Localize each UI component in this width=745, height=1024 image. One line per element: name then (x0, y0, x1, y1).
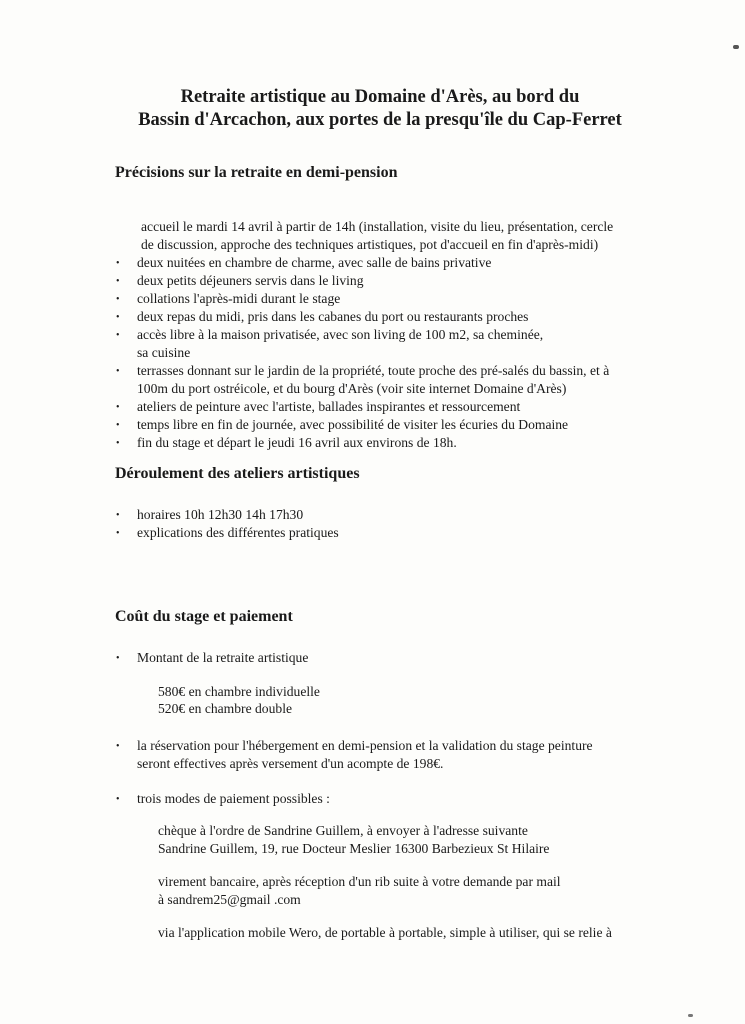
list-item: terrasses donnant sur le jardin de la propriété, toute proche des pré-salés du bassin, et à (137, 363, 610, 378)
bullet-icon: • (116, 794, 120, 805)
bullet-icon: • (116, 276, 120, 287)
bullet-icon: • (116, 294, 120, 305)
reservation-line-2: seront effectives après versement d'un acompte de 198€. (137, 756, 444, 771)
virement-line-1: virement bancaire, après réception d'un rib suite à votre demande par mail (158, 874, 561, 889)
list-item: deux nuitées en chambre de charme, avec salle de bains privative (137, 255, 492, 270)
list-item: deux repas du midi, pris dans les cabanes du port ou restaurants proches (137, 309, 529, 324)
title-line-1: Retraite artistique au Domaine d'Arès, au bord du (180, 87, 580, 107)
intro-line-1: accueil le mardi 14 avril à partir de 14h (installation, visite du lieu, présentation, cercle (141, 219, 614, 234)
title-line-2: Bassin d'Arcachon, aux portes de la presqu'île du Cap-Ferret (138, 110, 622, 130)
bullet-icon: • (116, 528, 120, 539)
list-item: temps libre en fin de journée, avec possibilité de visiter les écuries du Domaine (137, 417, 569, 432)
list-item: collations l'après-midi durant le stage (137, 291, 341, 306)
bullet-icon: • (116, 438, 120, 449)
bullet-icon: • (116, 510, 120, 521)
section-heading-precisions: Précisions sur la retraite en demi-pension (115, 164, 398, 181)
bullet-icon: • (116, 312, 120, 323)
list-item: deux petits déjeuners servis dans le living (137, 273, 364, 288)
cheque-address: Sandrine Guillem, 19, rue Docteur Meslier 16300 Barbezieux St Hilaire (158, 841, 550, 856)
list-item-continuation: 100m du port ostréicole, et du bourg d'Arès (voir site internet Domaine d'Arès) (137, 381, 567, 396)
bullet-icon: • (116, 402, 120, 413)
list-item: explications des différentes pratiques (137, 525, 339, 540)
bullet-icon: • (116, 258, 120, 269)
scan-mark (688, 1014, 693, 1017)
wero-line: via l'application mobile Wero, de portable à portable, simple à utiliser, qui se relie à (158, 925, 612, 940)
list-item: accès libre à la maison privatisée, avec son living de 100 m2, sa cheminée, (137, 327, 544, 342)
list-item: fin du stage et départ le jeudi 16 avril aux environs de 18h. (137, 435, 457, 450)
scan-mark (733, 45, 739, 49)
list-item: horaires 10h 12h30 14h 17h30 (137, 507, 304, 522)
list-item: ateliers de peinture avec l'artiste, ballades inspirantes et ressourcement (137, 399, 521, 414)
amount-label: Montant de la retraite artistique (137, 650, 309, 665)
section-heading-deroulement: Déroulement des ateliers artistiques (115, 465, 360, 482)
list-item-continuation: sa cuisine (137, 345, 191, 360)
price-double: 520€ en chambre double (158, 701, 293, 716)
bullet-icon: • (116, 741, 120, 752)
cheque-line-1: chèque à l'ordre de Sandrine Guillem, à envoyer à l'adresse suivante (158, 823, 528, 838)
reservation-line-1: la réservation pour l'hébergement en demi-pension et la validation du stage peinture (137, 738, 593, 753)
intro-line-2: de discussion, approche des techniques artistiques, pot d'accueil en fin d'après-midi) (141, 237, 599, 252)
bullet-icon: • (116, 653, 120, 664)
virement-email: à sandrem25@gmail .com (158, 892, 301, 907)
payment-modes-label: trois modes de paiement possibles : (137, 791, 330, 806)
bullet-icon: • (116, 366, 120, 377)
document-title (100, 86, 660, 132)
bullet-icon: • (116, 330, 120, 341)
bullet-icon: • (116, 420, 120, 431)
section-heading-cout: Coût du stage et paiement (115, 608, 293, 625)
price-individual: 580€ en chambre individuelle (158, 684, 320, 699)
